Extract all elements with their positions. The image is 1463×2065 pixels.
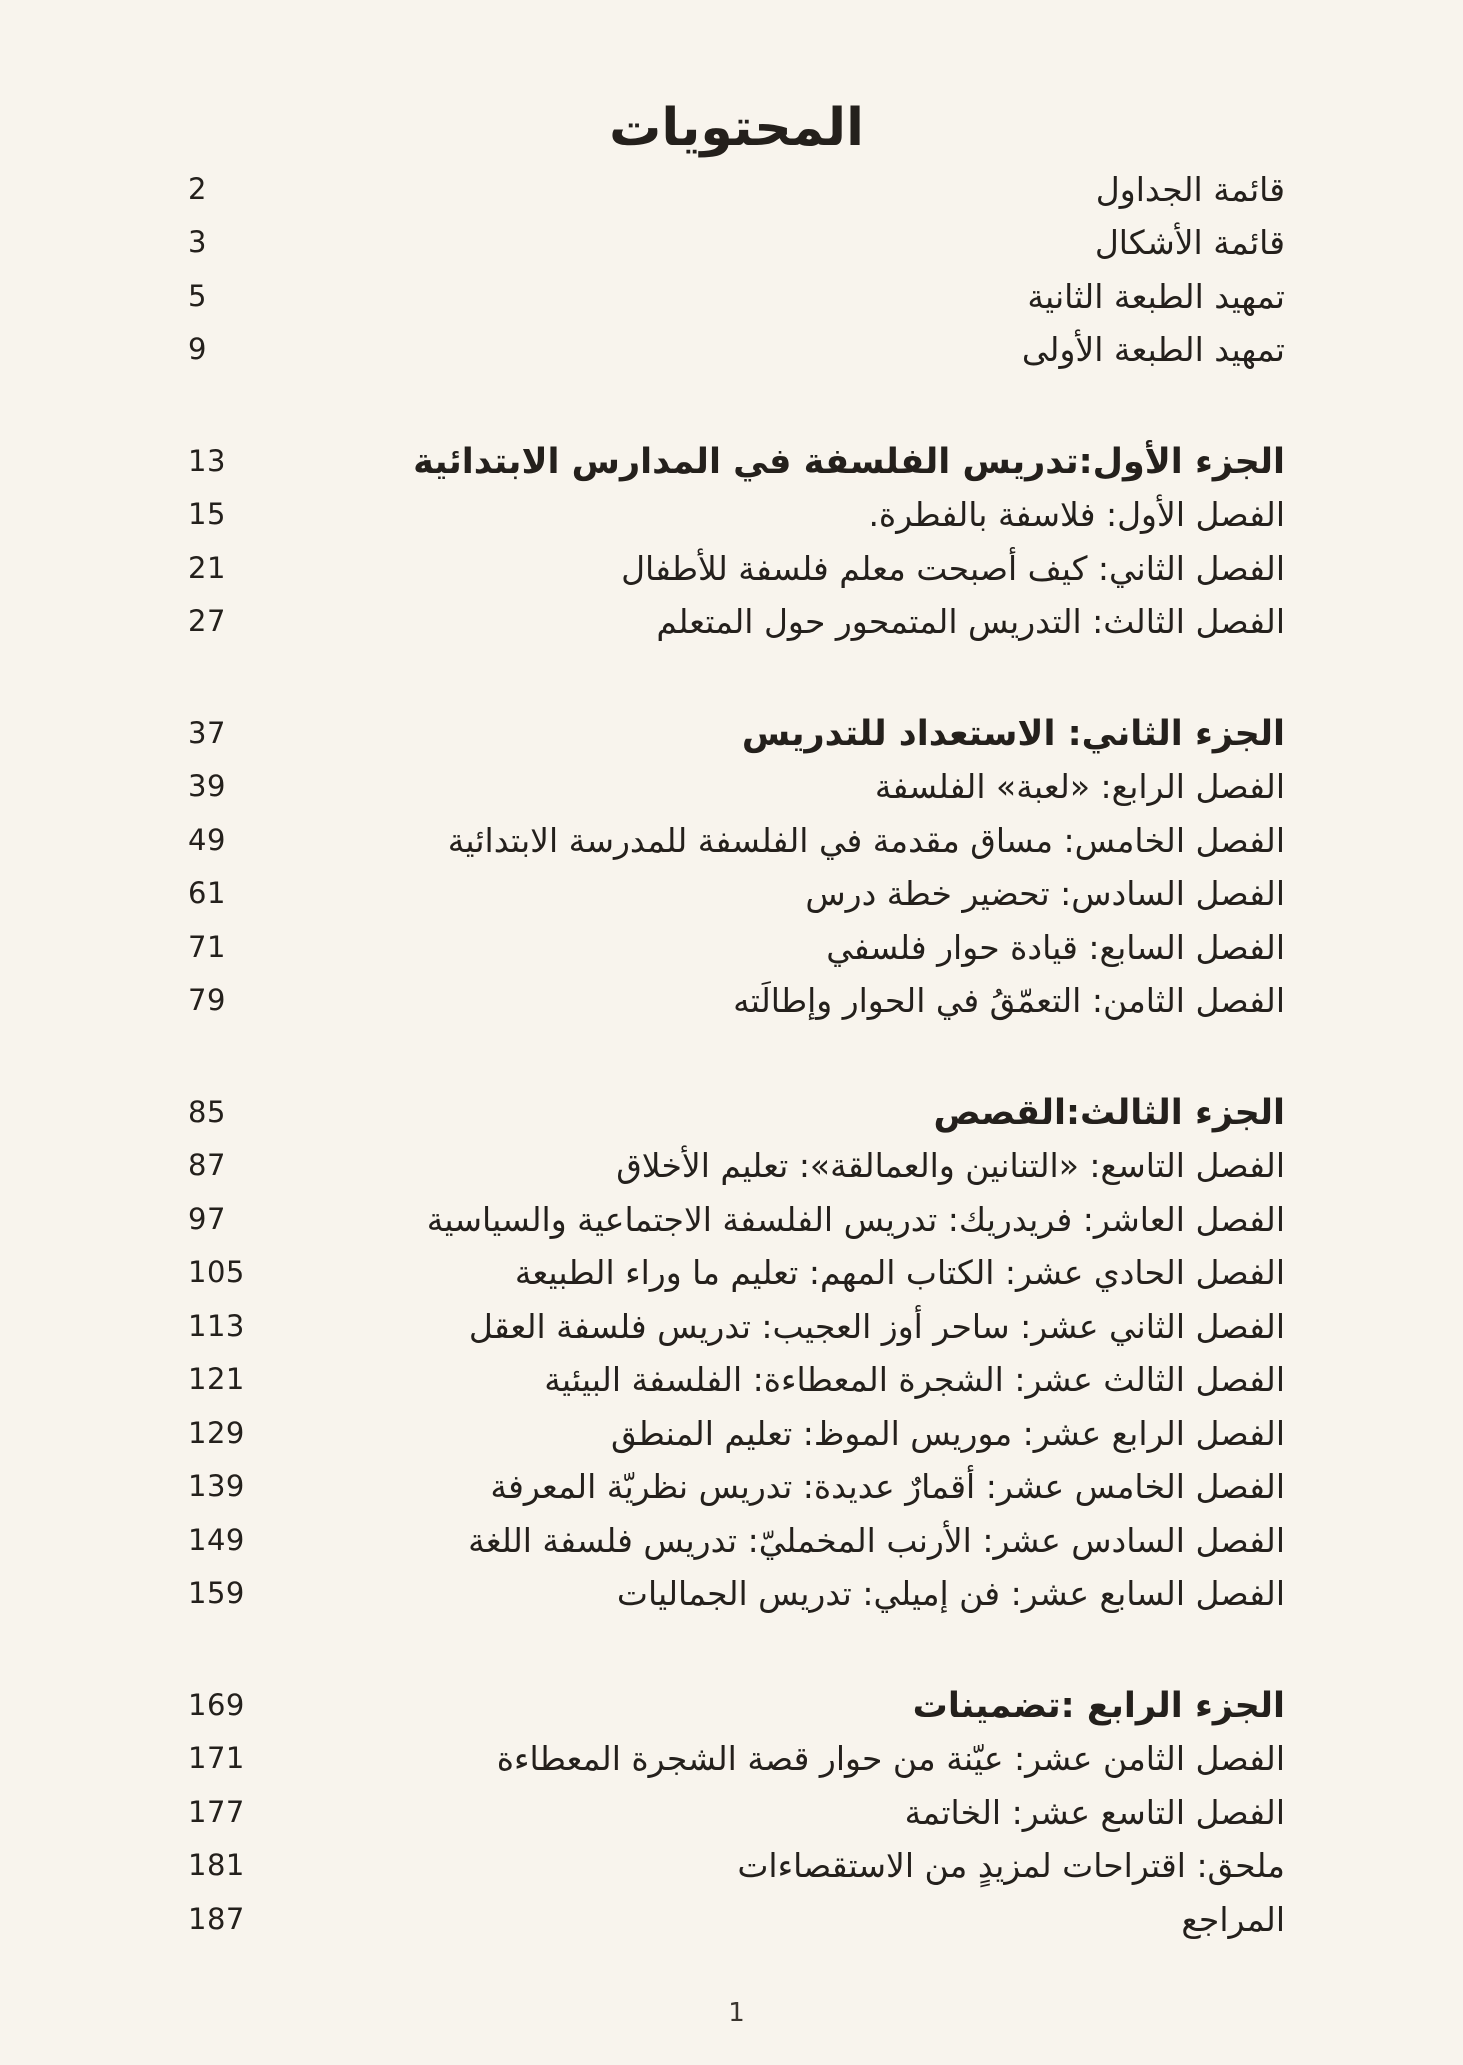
entry-page-number: 159 <box>188 1576 245 1611</box>
toc-entry <box>188 761 1285 815</box>
entry-page-number: 15 <box>188 497 226 532</box>
entry-title: قائمة الجداول <box>1095 169 1285 209</box>
entry-title: الفصل السادس عشر: الأرنب المخمليّ: تدريس فلسفة اللغة <box>468 1520 1285 1560</box>
entry-page-number: 3 <box>188 225 207 260</box>
toc-list <box>188 163 1285 1947</box>
entry-title: الفصل الثامن عشر: عيّنة من حوار قصة الشجرة المعطاءة <box>496 1739 1285 1779</box>
toc-entry <box>188 217 1285 271</box>
entry-title: الفصل الحادي عشر: الكتاب المهم: تعليم ما وراء الطبيعة <box>514 1253 1285 1293</box>
toc-entry <box>188 921 1285 975</box>
entry-page-number: 27 <box>188 604 226 639</box>
toc-entry <box>188 1893 1285 1947</box>
entry-title: الفصل الثاني: كيف أصبحت معلم فلسفة للأطفال <box>621 548 1285 588</box>
entry-page-number: 2 <box>188 171 207 206</box>
entry-page-number: 37 <box>188 715 226 750</box>
toc-entry <box>188 596 1285 650</box>
toc-section <box>188 1679 1285 1947</box>
toc-entry <box>188 1300 1285 1354</box>
entry-page-number: 149 <box>188 1522 245 1557</box>
entry-page-number: 139 <box>188 1469 245 1504</box>
toc-entry <box>188 324 1285 378</box>
entry-page-number: 187 <box>188 1901 245 1936</box>
entry-page-number: 171 <box>188 1741 245 1776</box>
entry-title: الفصل الأول: فلاسفة بالفطرة. <box>868 495 1285 535</box>
toc-section-heading <box>188 435 1285 489</box>
entry-title: الفصل الرابع عشر: موريس الموظ: تعليم المنطق <box>611 1413 1285 1453</box>
toc-section <box>188 1086 1285 1621</box>
entry-page-number: 71 <box>188 929 226 964</box>
entry-title: الفصل السادس: تحضير خطة درس <box>805 874 1285 914</box>
entry-page-number: 177 <box>188 1794 245 1829</box>
section-title: الجزء الثالث:القصص <box>933 1092 1285 1133</box>
toc-entry <box>188 1786 1285 1840</box>
entry-page-number: 129 <box>188 1415 245 1450</box>
entry-page-number: 13 <box>188 443 226 478</box>
entry-page-number: 181 <box>188 1848 245 1883</box>
entry-page-number: 121 <box>188 1362 245 1397</box>
toc-section <box>188 435 1285 649</box>
entry-title: قائمة الأشكال <box>1094 223 1285 263</box>
entry-title: الفصل الخامس عشر: أقمارٌ عديدة: تدريس نظريّة المعرفة <box>490 1467 1285 1507</box>
entry-page-number: 39 <box>188 769 226 804</box>
toc-section <box>188 707 1285 1028</box>
entry-page-number: 169 <box>188 1687 245 1722</box>
page-number: 1 <box>728 1998 745 2028</box>
entry-title: الفصل الرابع: «لعبة» الفلسفة <box>874 767 1285 807</box>
toc-section-heading <box>188 1679 1285 1733</box>
toc-entry <box>188 1733 1285 1787</box>
entry-title: الفصل التاسع: «التنانين والعمالقة»: تعليم الأخلاق <box>616 1146 1285 1186</box>
toc-section-heading <box>188 1086 1285 1140</box>
page-title: المحتويات <box>609 98 864 158</box>
toc-entry <box>188 1354 1285 1408</box>
entry-title: تمهيد الطبعة الثانية <box>1027 276 1285 316</box>
entry-page-number: 79 <box>188 983 226 1018</box>
entry-title: الفصل التاسع عشر: الخاتمة <box>904 1792 1285 1832</box>
entry-page-number: 87 <box>188 1148 226 1183</box>
entry-title: الفصل الخامس: مساق مقدمة في الفلسفة للمدرسة الابتدائية <box>447 820 1285 860</box>
entry-page-number: 113 <box>188 1308 245 1343</box>
entry-page-number: 21 <box>188 550 226 585</box>
entry-page-number: 105 <box>188 1255 245 1290</box>
entry-title: الفصل الثالث: التدريس المتمحور حول المتعلم <box>656 602 1285 642</box>
toc-entry <box>188 868 1285 922</box>
toc-entry <box>188 163 1285 217</box>
section-title: الجزء الثاني: الاستعداد للتدريس <box>741 713 1285 754</box>
entry-title: الفصل السابع عشر: فن إميلي: تدريس الجماليات <box>616 1574 1285 1614</box>
toc-entry <box>188 1407 1285 1461</box>
entry-page-number: 85 <box>188 1094 226 1129</box>
entry-page-number: 61 <box>188 876 226 911</box>
toc-entry <box>188 1840 1285 1894</box>
toc-entry <box>188 270 1285 324</box>
toc-entry <box>188 489 1285 543</box>
toc-entry <box>188 1461 1285 1515</box>
entry-title: المراجع <box>1181 1899 1285 1939</box>
entry-title: الفصل الثامن: التعمّقُ في الحوار وإطالَته <box>733 981 1285 1021</box>
toc-entry <box>188 1247 1285 1301</box>
toc-entry <box>188 1568 1285 1622</box>
entry-title: الفصل العاشر: فريدريك: تدريس الفلسفة الاجتماعية والسياسية <box>426 1199 1285 1239</box>
entry-page-number: 9 <box>188 332 207 367</box>
toc-entry <box>188 1140 1285 1194</box>
toc-entry <box>188 1514 1285 1568</box>
entry-title: الفصل السابع: قيادة حوار فلسفي <box>826 927 1285 967</box>
entry-page-number: 5 <box>188 278 207 313</box>
toc-entry <box>188 814 1285 868</box>
entry-title: الفصل الثالث عشر: الشجرة المعطاءة: الفلسفة البيئية <box>544 1360 1285 1400</box>
entry-page-number: 49 <box>188 822 226 857</box>
entry-page-number: 97 <box>188 1201 226 1236</box>
section-title: الجزء الأول:تدريس الفلسفة في المدارس الابتدائية <box>413 441 1285 482</box>
section-title: الجزء الرابع :تضمينات <box>912 1685 1285 1726</box>
toc-entry <box>188 1193 1285 1247</box>
toc-entry <box>188 542 1285 596</box>
toc-section-heading <box>188 707 1285 761</box>
entry-title: تمهيد الطبعة الأولى <box>1021 330 1285 370</box>
entry-title: الفصل الثاني عشر: ساحر أوز العجيب: تدريس فلسفة العقل <box>468 1306 1285 1346</box>
toc-entry <box>188 975 1285 1029</box>
entry-title: ملحق: اقتراحات لمزيدٍ من الاستقصاءات <box>737 1846 1285 1886</box>
